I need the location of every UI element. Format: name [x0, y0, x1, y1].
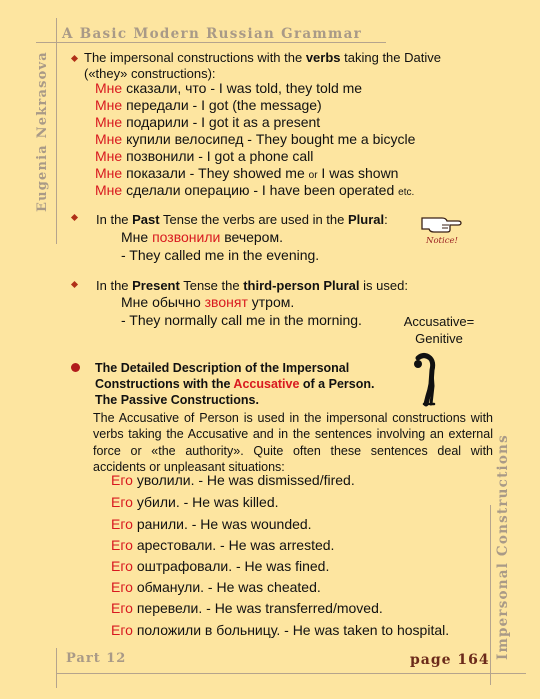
list-item: Мне передали - I got (the message) [95, 97, 322, 113]
bullet-dot-icon [71, 363, 80, 372]
list-item: Его убили. - He was killed. [111, 494, 279, 510]
list-item: Мне подарили - I got it as a present [95, 114, 321, 130]
section2-translation: - They called me in the evening. [121, 247, 320, 263]
pointing-hand-icon [420, 212, 464, 234]
section1-intro: The impersonal constructions with the verbs taking the Dative [84, 50, 441, 65]
list-item: Его ранили. - He was wounded. [111, 516, 312, 532]
section3-example: Мне обычно звонят утром. [121, 294, 295, 310]
section3-translation: - They normally call me in the morning. [121, 312, 362, 328]
frame-top-line [36, 42, 386, 43]
notice-label: Notice! [426, 236, 458, 246]
section4-paragraph: The Accusative of Person is used in the impersonal constructions with verbs taking the Accusative and in the sentences involving an external force or «the authority». Quite often these sentences deal with accidents or unpleasant situations: [93, 411, 493, 475]
part-label: Part 12 [66, 651, 127, 666]
page-number: page 164 [410, 652, 490, 668]
side-topic-label: Impersonal Constructions [495, 434, 511, 660]
side-author-label: Eugenia Nekrasova [35, 51, 50, 212]
list-item: Его арестовали. - He was arrested. [111, 537, 335, 553]
frame-right-line [490, 505, 491, 685]
heading-line-2: Constructions with the Accusative of a Person. [95, 377, 375, 391]
section1-intro-line2: («they» constructions): [84, 66, 216, 81]
list-item: Его уволили. - He was dismissed/fired. [111, 472, 355, 488]
note-line-2: Genitive [415, 331, 463, 346]
list-item: Его положили в больницу. - He was taken to hospital. [111, 622, 450, 638]
list-item: Мне показали - They showed me or I was shown [95, 165, 399, 181]
list-item: Мне сделали операцию - I have been operated etc. [95, 182, 415, 198]
section4-heading [95, 360, 395, 408]
list-item: Его оштрафовали. - He was fined. [111, 558, 330, 574]
section3-rule: In the Present Tense the third-person Plural is used: [96, 278, 408, 293]
accusative-genitive-note [398, 313, 480, 347]
frame-bottom-line [56, 673, 526, 674]
frame-bottom-left-line [56, 648, 57, 688]
heading-line-1: The Detailed Description of the Impersonal [95, 361, 350, 375]
bullet-diamond-icon [71, 55, 78, 62]
list-item: Мне позвонили - I got a phone call [95, 148, 314, 164]
section2-rule: In the Past Tense the verbs are used in the Plural: [96, 212, 388, 227]
list-item: Мне сказали, что - I was told, they told me [95, 80, 363, 96]
bullet-diamond-icon [71, 281, 78, 288]
list-item: Его обманули. - He was cheated. [111, 579, 321, 595]
list-item: Его перевели. - He was transferred/moved. [111, 600, 383, 616]
list-item: Мне купили велосипед - They bought me a bicycle [95, 131, 416, 147]
bullet-diamond-icon [71, 214, 78, 221]
heading-line-3: The Passive Constructions. [95, 393, 259, 407]
section2-example: Мне позвонили вечером. [121, 229, 283, 245]
header-title: A Basic Modern Russian Grammar [62, 26, 363, 42]
frame-left-line [56, 18, 57, 244]
bowed-figure-icon [412, 352, 442, 407]
note-line-1: Accusative= [403, 314, 475, 329]
